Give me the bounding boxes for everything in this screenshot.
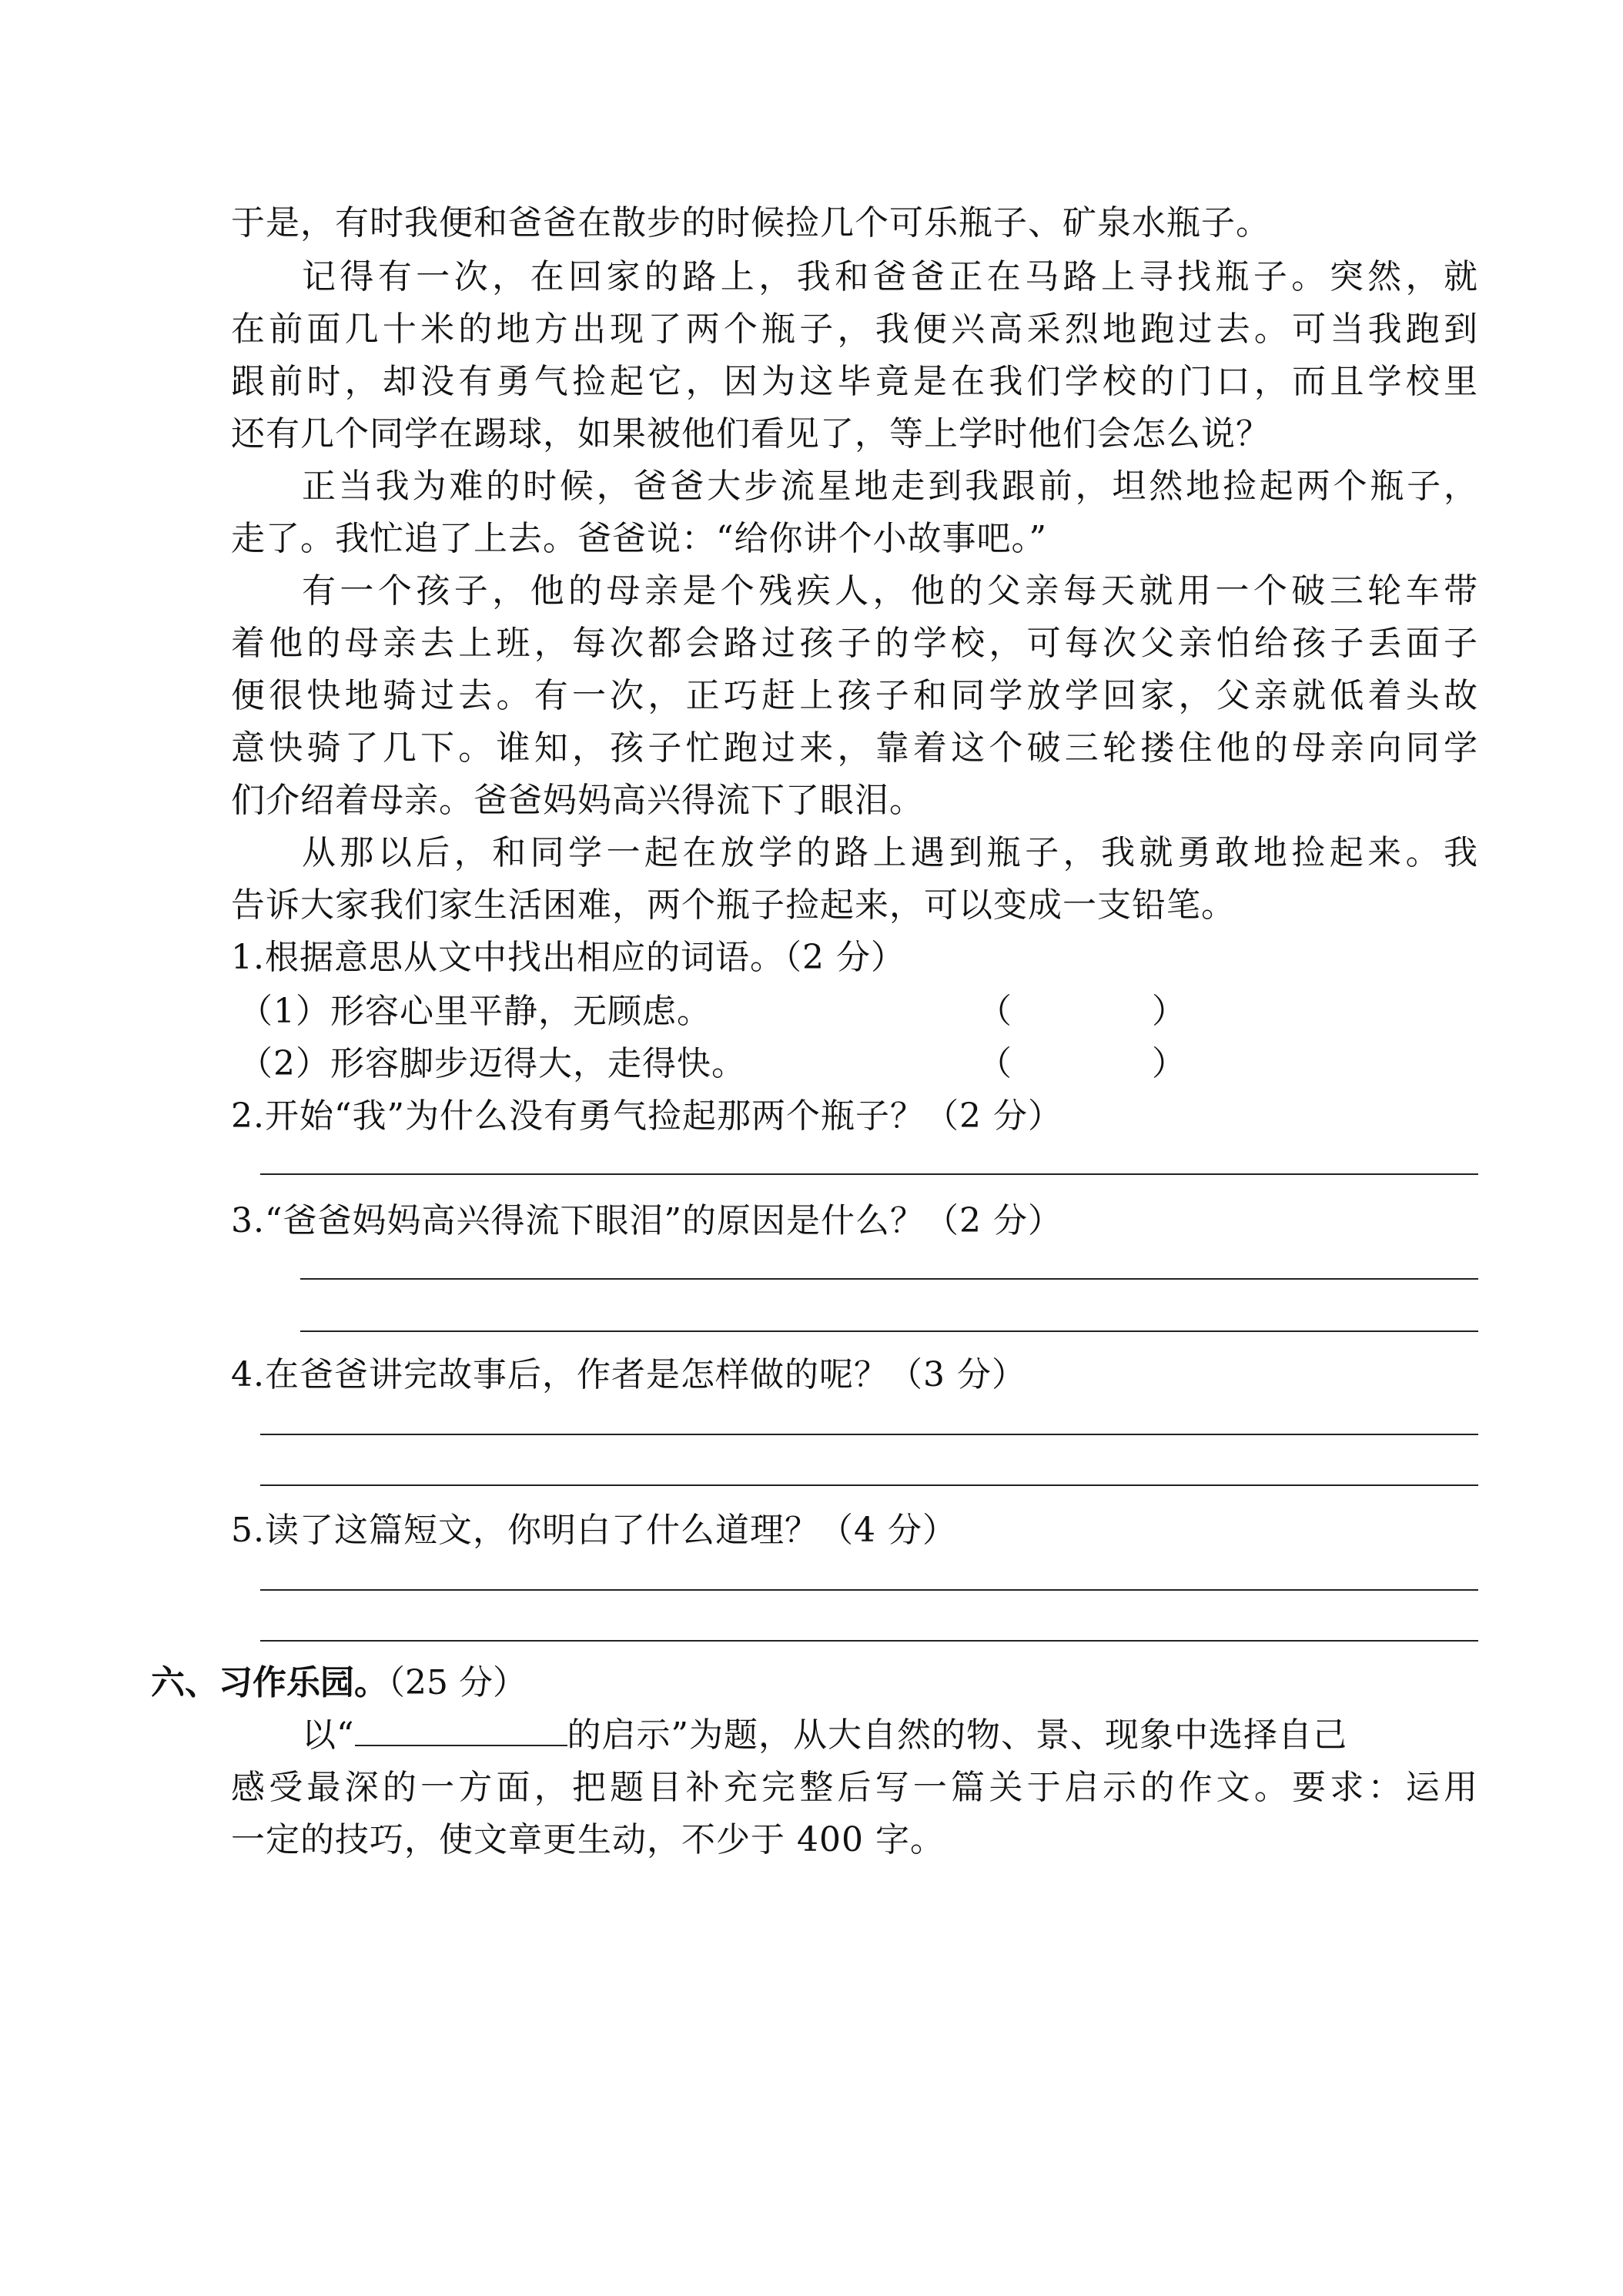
answer-line-5-1[interactable] — [260, 1589, 1478, 1591]
answer-line-4-2[interactable] — [260, 1484, 1478, 1486]
question-3: 3.“爸爸妈妈高兴得流下眼泪”的原因是什么？（2 分） — [231, 1201, 1062, 1240]
paren-close-2: ） — [1152, 1044, 1186, 1083]
section-6-line-2: 感受最深的一方面，把题目补充完整后写一篇关于启示的作文。要求：运用 — [231, 1768, 1478, 1807]
question-1: 1.根据意思从文中找出相应的词语。（2 分） — [231, 938, 905, 977]
passage-line-2: 记得有一次，在回家的路上，我和爸爸正在马路上寻找瓶子。突然，就 — [302, 257, 1478, 296]
passage-line-7: 走了。我忙追了上去。爸爸说：“给你讲个小故事吧。” — [231, 519, 1047, 558]
passage-line-6: 正当我为难的时候，爸爸大步流星地走到我跟前，坦然地捡起两个瓶子， — [302, 467, 1478, 506]
answer-line-3-2[interactable] — [300, 1330, 1478, 1332]
paren-close-1: ） — [1152, 992, 1186, 1031]
section-6-score: （25 分） — [388, 1663, 527, 1702]
passage-line-13: 从那以后，和同学一起在放学的路上遇到瓶子，我就勇敢地捡起来。我 — [302, 833, 1478, 872]
passage-line-14: 告诉大家我们家生活困难，两个瓶子捡起来，可以变成一支铅笔。 — [231, 885, 1236, 925]
section-6-line-1-pre: 以“ — [302, 1715, 355, 1755]
passage-line-10: 便很快地骑过去。有一次，正巧赶上孩子和同学放学回家，父亲就低着头故 — [231, 676, 1478, 715]
paren-open-2: （ — [978, 1044, 1012, 1083]
question-2: 2.开始“我”为什么没有勇气捡起那两个瓶子？（2 分） — [231, 1096, 1062, 1136]
passage-line-11: 意快骑了几下。谁知，孩子忙跑过来，靠着这个破三轮搂住他的母亲向同学 — [231, 728, 1478, 768]
passage-line-4: 跟前时，却没有勇气捡起它，因为这毕竟是在我们学校的门口，而且学校里 — [231, 362, 1478, 401]
passage-line-5: 还有几个同学在踢球，如果被他们看见了，等上学时他们会怎么说？ — [231, 414, 1270, 454]
answer-line-3-1[interactable] — [300, 1278, 1478, 1280]
paren-open-1: （ — [978, 992, 1012, 1031]
passage-line-1: 于是，有时我便和爸爸在散步的时候捡几个可乐瓶子、矿泉水瓶子。 — [231, 203, 1270, 243]
question-1-2: （2）形容脚步迈得大，走得快。 — [239, 1044, 746, 1083]
section-6-line-1 — [302, 1711, 1478, 1760]
passage-line-3: 在前面几十米的地方出现了两个瓶子，我便兴高采烈地跑过去。可当我跑到 — [231, 310, 1478, 349]
answer-line-5-2[interactable] — [260, 1640, 1478, 1642]
passage-line-12: 们介绍着母亲。爸爸妈妈高兴得流下了眼泪。 — [231, 781, 924, 820]
question-5: 5.读了这篇短文，你明白了什么道理？（4 分） — [231, 1511, 957, 1550]
question-1-1: （1）形容心里平静，无顾虑。 — [239, 992, 711, 1031]
answer-line-4-1[interactable] — [260, 1434, 1478, 1435]
answer-blank-1-1[interactable] — [1016, 1022, 1139, 1024]
passage-line-9: 着他的母亲去上班，每次都会路过孩子的学校，可每次父亲怕给孩子丢面子 — [231, 624, 1478, 663]
question-4: 4.在爸爸讲完故事后，作者是怎样做的呢？（3 分） — [231, 1355, 1026, 1394]
answer-blank-1-2[interactable] — [1016, 1075, 1139, 1076]
answer-line-2-1[interactable] — [260, 1173, 1478, 1175]
section-6-heading — [151, 1658, 527, 1708]
title-blank[interactable] — [355, 1714, 567, 1746]
passage-line-8: 有一个孩子，他的母亲是个残疾人，他的父亲每天就用一个破三轮车带 — [302, 571, 1478, 611]
section-6-line-3: 一定的技巧，使文章更生动，不少于 400 字。 — [231, 1820, 945, 1859]
section-6-line-1-post: 的启示”为题，从大自然的物、景、现象中选择自己 — [567, 1715, 1347, 1755]
section-6-title: 六、习作乐园。 — [151, 1663, 388, 1702]
